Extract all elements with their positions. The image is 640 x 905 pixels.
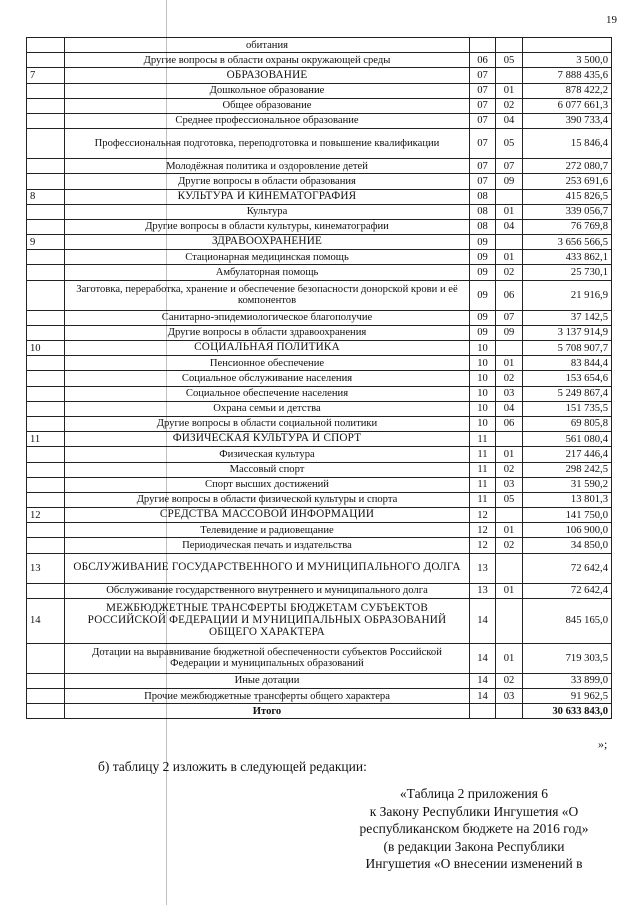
table-row (27, 250, 612, 265)
row-name-cell: Телевидение и радиовещание (65, 523, 470, 538)
row-subsection-code-cell: 06 (496, 280, 523, 310)
table-row (27, 38, 612, 53)
row-amount-cell: 298 242,5 (523, 462, 612, 477)
row-amount-cell: 3 137 914,9 (523, 325, 612, 340)
row-name-cell: СРЕДСТВА МАССОВОЙ ИНФОРМАЦИИ (65, 508, 470, 523)
row-name-cell: Профессиональная подготовка, переподготовка и повышение квалификации (65, 129, 470, 159)
row-amount-cell: 31 590,2 (523, 477, 612, 492)
row-subsection-code-cell (496, 598, 523, 643)
row-name-cell: Другие вопросы в области физической культуры и спорта (65, 492, 470, 507)
row-name-cell: МЕЖБЮДЖЕТНЫЕ ТРАНСФЕРТЫ БЮДЖЕТАМ СУБЪЕКТОВ РОССИЙСКОЙ ФЕДЕРАЦИИ И МУНИЦИПАЛЬНЫХ ОБРАЗОВАНИЙ ОБЩЕГО ХАРАКТЕРА (65, 598, 470, 643)
row-subsection-code-cell (496, 341, 523, 356)
row-amount-cell: 83 844,4 (523, 356, 612, 371)
row-name-cell: ФИЗИЧЕСКАЯ КУЛЬТУРА И СПОРТ (65, 432, 470, 447)
row-subsection-code-cell (496, 68, 523, 83)
row-name-cell: ОБРАЗОВАНИЕ (65, 68, 470, 83)
row-number-cell (27, 310, 65, 325)
row-subsection-code-cell: 02 (496, 265, 523, 280)
row-subsection-code-cell: 01 (496, 356, 523, 371)
row-subsection-code-cell: 09 (496, 174, 523, 189)
row-amount-cell: 845 165,0 (523, 598, 612, 643)
row-amount-cell: 153 654,6 (523, 371, 612, 386)
note-line: (в редакции Закона Республики (383, 838, 565, 854)
row-number-cell (27, 447, 65, 462)
row-subsection-code-cell (496, 508, 523, 523)
row-number-cell (27, 38, 65, 53)
row-subsection-code-cell: 01 (496, 83, 523, 98)
row-section-code-cell: 12 (470, 538, 496, 553)
table-row (27, 673, 612, 688)
row-amount-cell: 72 642,4 (523, 553, 612, 583)
row-name-cell: Социальное обслуживание населения (65, 371, 470, 386)
row-name-cell: Другие вопросы в области культуры, кинематографии (65, 219, 470, 234)
row-amount-cell: 91 962,5 (523, 689, 612, 704)
row-name-cell: КУЛЬТУРА И КИНЕМАТОГРАФИЯ (65, 189, 470, 204)
row-name-cell: Заготовка, переработка, хранение и обеспечение безопасности донорской крови и её компонентов (65, 280, 470, 310)
row-name-cell: Итого (65, 704, 470, 719)
row-subsection-code-cell: 01 (496, 523, 523, 538)
row-number-cell: 12 (27, 508, 65, 523)
row-name-cell: Другие вопросы в области здравоохранения (65, 325, 470, 340)
row-number-cell (27, 371, 65, 386)
row-section-code-cell (470, 704, 496, 719)
row-amount-cell: 3 500,0 (523, 53, 612, 68)
row-name-cell: Пенсионное обеспечение (65, 356, 470, 371)
row-section-code-cell: 14 (470, 598, 496, 643)
row-name-cell: Санитарно-эпидемиологическое благополучие (65, 310, 470, 325)
row-amount-cell: 339 056,7 (523, 204, 612, 219)
row-amount-cell: 433 862,1 (523, 250, 612, 265)
row-name-cell: Другие вопросы в области охраны окружающей среды (65, 53, 470, 68)
section-row (27, 68, 612, 83)
table-row (27, 98, 612, 113)
row-amount-cell: 253 691,6 (523, 174, 612, 189)
row-name-cell: Социальное обеспечение населения (65, 386, 470, 401)
row-number-cell (27, 704, 65, 719)
row-number-cell (27, 219, 65, 234)
row-section-code-cell: 11 (470, 477, 496, 492)
table-row (27, 219, 612, 234)
row-name-cell: ЗДРАВООХРАНЕНИЕ (65, 235, 470, 250)
row-name-cell: Среднее профессиональное образование (65, 113, 470, 128)
table-row (27, 53, 612, 68)
table-row (27, 83, 612, 98)
row-section-code-cell: 11 (470, 432, 496, 447)
row-subsection-code-cell (496, 553, 523, 583)
row-number-cell (27, 462, 65, 477)
row-section-code-cell: 08 (470, 204, 496, 219)
row-subsection-code-cell (496, 432, 523, 447)
row-section-code-cell (470, 38, 496, 53)
table-row (27, 129, 612, 159)
row-section-code-cell: 09 (470, 250, 496, 265)
row-amount-cell: 5 249 867,4 (523, 386, 612, 401)
row-number-cell (27, 673, 65, 688)
row-number-cell (27, 113, 65, 128)
row-number-cell: 13 (27, 553, 65, 583)
row-amount-cell: 390 733,4 (523, 113, 612, 128)
row-subsection-code-cell: 02 (496, 462, 523, 477)
row-name-cell: Иные дотации (65, 673, 470, 688)
row-amount-cell: 5 708 907,7 (523, 341, 612, 356)
table-row (27, 113, 612, 128)
row-number-cell (27, 265, 65, 280)
page-number: 19 (606, 14, 617, 26)
row-number-cell: 10 (27, 341, 65, 356)
row-subsection-code-cell: 07 (496, 310, 523, 325)
row-subsection-code-cell: 01 (496, 250, 523, 265)
row-section-code-cell: 10 (470, 356, 496, 371)
row-amount-cell: 33 899,0 (523, 673, 612, 688)
row-number-cell (27, 356, 65, 371)
table-row (27, 265, 612, 280)
row-amount-cell: 151 735,5 (523, 401, 612, 416)
row-number-cell (27, 538, 65, 553)
row-name-cell: обитания (65, 38, 470, 53)
row-name-cell: Периодическая печать и издательства (65, 538, 470, 553)
row-section-code-cell: 07 (470, 129, 496, 159)
table-row (27, 401, 612, 416)
row-number-cell (27, 204, 65, 219)
row-name-cell: Молодёжная политика и оздоровление детей (65, 159, 470, 174)
row-number-cell (27, 583, 65, 598)
row-number-cell (27, 523, 65, 538)
row-section-code-cell: 11 (470, 492, 496, 507)
row-section-code-cell: 13 (470, 553, 496, 583)
row-number-cell (27, 280, 65, 310)
row-number-cell: 9 (27, 235, 65, 250)
section-row (27, 189, 612, 204)
row-number-cell: 11 (27, 432, 65, 447)
row-amount-cell: 6 077 661,3 (523, 98, 612, 113)
row-subsection-code-cell: 06 (496, 416, 523, 431)
note-line: Ингушетия «О внесении изменений в (365, 856, 583, 872)
table-row (27, 356, 612, 371)
table-row (27, 643, 612, 673)
row-amount-cell: 34 850,0 (523, 538, 612, 553)
row-subsection-code-cell: 03 (496, 477, 523, 492)
row-number-cell (27, 159, 65, 174)
section-row (27, 508, 612, 523)
row-subsection-code-cell: 04 (496, 401, 523, 416)
row-section-code-cell: 11 (470, 447, 496, 462)
row-subsection-code-cell: 09 (496, 325, 523, 340)
row-number-cell (27, 401, 65, 416)
table-row (27, 538, 612, 553)
row-section-code-cell: 14 (470, 643, 496, 673)
table-row (27, 325, 612, 340)
row-number-cell (27, 416, 65, 431)
row-name-cell: Охрана семьи и детства (65, 401, 470, 416)
note-line: республиканском бюджете на 2016 год» (359, 821, 589, 837)
row-subsection-code-cell: 02 (496, 673, 523, 688)
row-subsection-code-cell: 01 (496, 447, 523, 462)
row-number-cell (27, 477, 65, 492)
row-name-cell: Массовый спорт (65, 462, 470, 477)
row-section-code-cell: 06 (470, 53, 496, 68)
row-amount-cell: 15 846,4 (523, 129, 612, 159)
row-section-code-cell: 12 (470, 508, 496, 523)
row-name-cell: СОЦИАЛЬНАЯ ПОЛИТИКА (65, 341, 470, 356)
row-subsection-code-cell (496, 235, 523, 250)
row-section-code-cell: 08 (470, 189, 496, 204)
table-row (27, 447, 612, 462)
row-section-code-cell: 10 (470, 386, 496, 401)
table-row (27, 416, 612, 431)
table-row (27, 689, 612, 704)
table-row (27, 386, 612, 401)
row-subsection-code-cell: 01 (496, 643, 523, 673)
total-row (27, 704, 612, 719)
row-subsection-code-cell: 04 (496, 219, 523, 234)
row-section-code-cell: 10 (470, 401, 496, 416)
section-row (27, 432, 612, 447)
row-subsection-code-cell (496, 189, 523, 204)
row-number-cell: 14 (27, 598, 65, 643)
row-name-cell: Прочие межбюджетные трансферты общего характера (65, 689, 470, 704)
row-number-cell (27, 129, 65, 159)
row-name-cell: Другие вопросы в области социальной политики (65, 416, 470, 431)
row-section-code-cell: 10 (470, 371, 496, 386)
row-amount-cell: 878 422,2 (523, 83, 612, 98)
row-number-cell (27, 250, 65, 265)
row-amount-cell: 3 656 566,5 (523, 235, 612, 250)
row-section-code-cell: 09 (470, 235, 496, 250)
row-amount-cell: 21 916,9 (523, 280, 612, 310)
row-subsection-code-cell: 03 (496, 689, 523, 704)
row-section-code-cell: 10 (470, 416, 496, 431)
row-amount-cell: 25 730,1 (523, 265, 612, 280)
row-name-cell: Спорт высших достижений (65, 477, 470, 492)
section-row (27, 235, 612, 250)
table-row (27, 174, 612, 189)
closing-quote: »; (598, 737, 608, 751)
row-subsection-code-cell: 01 (496, 204, 523, 219)
row-subsection-code-cell: 02 (496, 371, 523, 386)
row-number-cell: 8 (27, 189, 65, 204)
table-row (27, 159, 612, 174)
instruction-text: б) таблицу 2 изложить в следующей редакции: (98, 759, 367, 774)
row-name-cell: Другие вопросы в области образования (65, 174, 470, 189)
row-section-code-cell: 09 (470, 310, 496, 325)
row-section-code-cell: 10 (470, 341, 496, 356)
row-amount-cell: 141 750,0 (523, 508, 612, 523)
row-number-cell (27, 386, 65, 401)
row-amount-cell: 76 769,8 (523, 219, 612, 234)
row-amount-cell: 7 888 435,6 (523, 68, 612, 83)
table-row (27, 583, 612, 598)
row-section-code-cell: 12 (470, 523, 496, 538)
section-row (27, 598, 612, 643)
row-section-code-cell: 11 (470, 462, 496, 477)
budget-table-body (27, 38, 612, 719)
section-row (27, 553, 612, 583)
row-name-cell: Культура (65, 204, 470, 219)
row-amount-cell: 217 446,4 (523, 447, 612, 462)
row-amount-cell: 72 642,4 (523, 583, 612, 598)
row-section-code-cell: 07 (470, 113, 496, 128)
row-section-code-cell: 09 (470, 265, 496, 280)
row-name-cell: Физическая культура (65, 447, 470, 462)
row-subsection-code-cell: 01 (496, 583, 523, 598)
row-number-cell (27, 53, 65, 68)
row-section-code-cell: 07 (470, 68, 496, 83)
row-subsection-code-cell: 04 (496, 113, 523, 128)
row-amount-cell: 719 303,5 (523, 643, 612, 673)
row-number-cell (27, 689, 65, 704)
table-row (27, 523, 612, 538)
row-number-cell (27, 643, 65, 673)
row-name-cell: ОБСЛУЖИВАНИЕ ГОСУДАРСТВЕННОГО И МУНИЦИПАЛЬНОГО ДОЛГА (65, 553, 470, 583)
table-row (27, 310, 612, 325)
row-amount-cell: 561 080,4 (523, 432, 612, 447)
note-line: к Закону Республики Ингушетия «О (369, 803, 579, 819)
table-row (27, 371, 612, 386)
row-subsection-code-cell: 05 (496, 129, 523, 159)
row-number-cell (27, 83, 65, 98)
table-row (27, 477, 612, 492)
row-section-code-cell: 14 (470, 673, 496, 688)
row-name-cell: Дотации на выравнивание бюджетной обеспеченности субъектов Российской Федерации и муниципальных образований (65, 643, 470, 673)
row-section-code-cell: 14 (470, 689, 496, 704)
table-row (27, 492, 612, 507)
row-amount-cell: 415 826,5 (523, 189, 612, 204)
row-subsection-code-cell: 02 (496, 98, 523, 113)
row-amount-cell (523, 38, 612, 53)
section-row (27, 341, 612, 356)
row-name-cell: Дошкольное образование (65, 83, 470, 98)
row-amount-cell: 272 080,7 (523, 159, 612, 174)
table-note (338, 785, 610, 873)
row-amount-cell: 106 900,0 (523, 523, 612, 538)
row-amount-cell: 69 805,8 (523, 416, 612, 431)
row-section-code-cell: 07 (470, 159, 496, 174)
row-number-cell: 7 (27, 68, 65, 83)
budget-table (26, 37, 612, 719)
row-number-cell (27, 98, 65, 113)
row-name-cell: Стационарная медицинская помощь (65, 250, 470, 265)
row-section-code-cell: 07 (470, 83, 496, 98)
row-amount-cell: 13 801,3 (523, 492, 612, 507)
row-section-code-cell: 07 (470, 174, 496, 189)
row-subsection-code-cell (496, 704, 523, 719)
table-row (27, 204, 612, 219)
row-subsection-code-cell: 07 (496, 159, 523, 174)
row-name-cell: Обслуживание государственного внутреннего и муниципального долга (65, 583, 470, 598)
row-subsection-code-cell: 05 (496, 53, 523, 68)
row-amount-cell: 30 633 843,0 (523, 704, 612, 719)
row-name-cell: Общее образование (65, 98, 470, 113)
row-subsection-code-cell: 05 (496, 492, 523, 507)
row-section-code-cell: 09 (470, 280, 496, 310)
note-line: «Таблица 2 приложения 6 (399, 786, 549, 801)
table-row (27, 462, 612, 477)
row-number-cell (27, 325, 65, 340)
row-subsection-code-cell (496, 38, 523, 53)
row-section-code-cell: 08 (470, 219, 496, 234)
row-subsection-code-cell: 02 (496, 538, 523, 553)
row-section-code-cell: 13 (470, 583, 496, 598)
row-subsection-code-cell: 03 (496, 386, 523, 401)
table-row (27, 280, 612, 310)
row-number-cell (27, 492, 65, 507)
row-section-code-cell: 09 (470, 325, 496, 340)
row-name-cell: Амбулаторная помощь (65, 265, 470, 280)
row-number-cell (27, 174, 65, 189)
row-amount-cell: 37 142,5 (523, 310, 612, 325)
row-section-code-cell: 07 (470, 98, 496, 113)
